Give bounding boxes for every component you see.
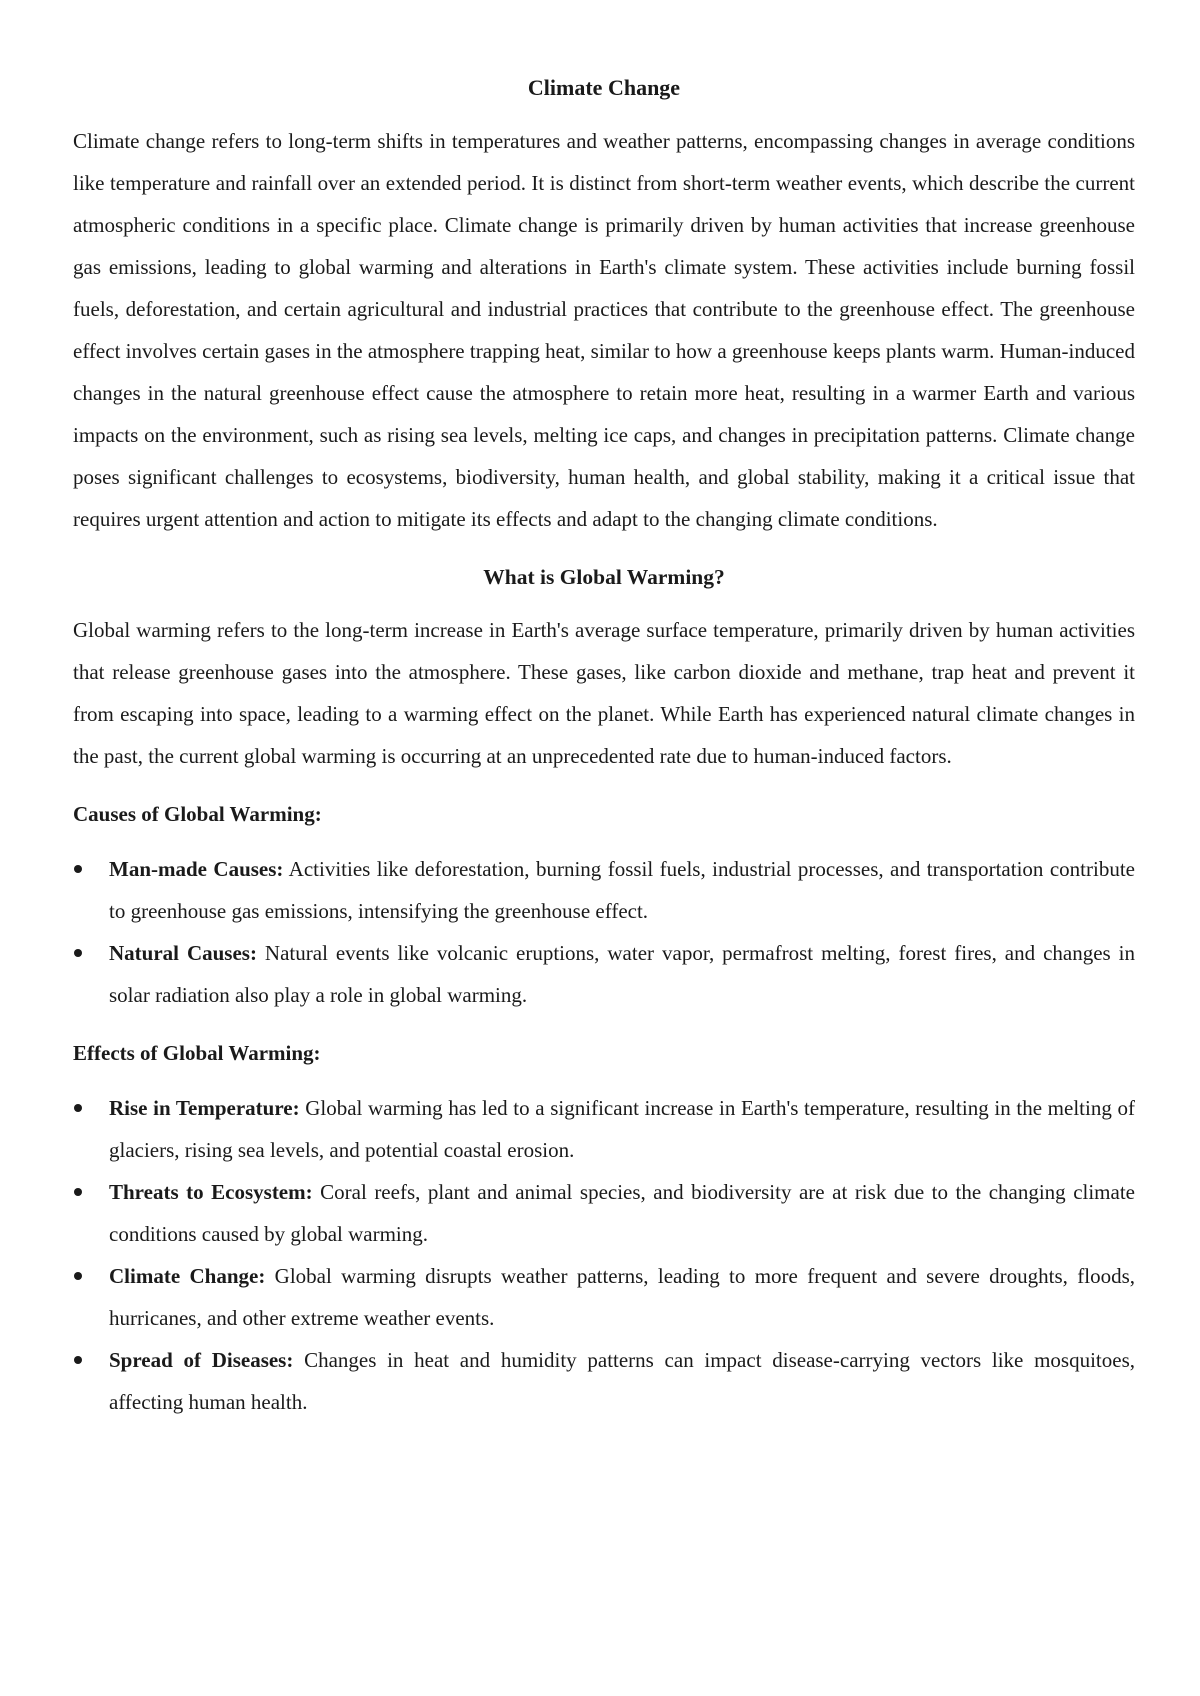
- list-item: [73, 1255, 1135, 1339]
- list-item: [73, 932, 1135, 1016]
- bullet-icon: [74, 1188, 82, 1196]
- bullet-term: Spread of Diseases:: [109, 1348, 294, 1372]
- effects-list: [73, 1087, 1135, 1423]
- bullet-icon: [74, 865, 82, 873]
- effects-heading: Effects of Global Warming:: [73, 1041, 321, 1065]
- bullet-term: Climate Change:: [109, 1264, 266, 1288]
- causes-heading: Causes of Global Warming:: [73, 802, 322, 826]
- bullet-icon: [74, 1356, 82, 1364]
- bullet-icon: [74, 1272, 82, 1280]
- intro-paragraph: Climate change refers to long-term shifts in temperatures and weather patterns, encompassing changes in average conditions like temperature and rainfall over an extended period. It is distinct from short-term weather events, which describe the current atmospheric conditions in a specific place. Climate change is primarily driven by human activities that increase greenhouse gas emissions, leading to global warming and alterations in Earth's climate system. These activities include burning fossil fuels, deforestation, and certain agricultural and industrial practices that contribute to the greenhouse effect. The greenhouse effect involves certain gases in the atmosphere trapping heat, similar to how a greenhouse keeps plants warm. Human-induced changes in the natural greenhouse effect cause the atmosphere to retain more heat, resulting in a warmer Earth and various impacts on the environment, such as rising sea levels, melting ice caps, and changes in precipitation patterns. Climate change poses significant challenges to ecosystems, biodiversity, human health, and global stability, making it a critical issue that requires urgent attention and action to mitigate its effects and adapt to the changing climate conditions.: [73, 129, 1135, 531]
- bullet-text: Global warming disrupts weather patterns, leading to more frequent and severe droughts, floods, hurricanes, and other extreme weather events.: [109, 1264, 1135, 1330]
- bullet-text: Activities like deforestation, burning fossil fuels, industrial processes, and transportation contribute to greenhouse gas emissions, intensifying the greenhouse effect.: [109, 857, 1135, 923]
- list-item: [73, 1087, 1135, 1171]
- document-title: Climate Change: [527, 75, 681, 100]
- list-item: [73, 1171, 1135, 1255]
- bullet-text: Changes in heat and humidity patterns can impact disease-carrying vectors like mosquitoes, affecting human health.: [109, 1348, 1135, 1414]
- bullet-term: Threats to Ecosystem:: [109, 1180, 313, 1204]
- bullet-icon: [74, 949, 82, 957]
- list-item: [73, 848, 1135, 932]
- bullet-text: Natural events like volcanic eruptions, water vapor, permafrost melting, forest fires, and changes in solar radiation also play a role in global warming.: [109, 941, 1135, 1007]
- bullet-text: Global warming has led to a significant increase in Earth's temperature, resulting in the melting of glaciers, rising sea levels, and potential coastal erosion.: [109, 1096, 1135, 1162]
- global-warming-heading: What is Global Warming?: [483, 565, 725, 589]
- global-warming-paragraph: Global warming refers to the long-term increase in Earth's average surface temperature, primarily driven by human activities that release greenhouse gases into the atmosphere. These gases, like carbon dioxide and methane, trap heat and prevent it from escaping into space, leading to a warming effect on the planet. While Earth has experienced natural climate changes in the past, the current global warming is occurring at an unprecedented rate due to human-induced factors.: [73, 618, 1135, 768]
- bullet-text: Coral reefs, plant and animal species, and biodiversity are at risk due to the changing climate conditions caused by global warming.: [109, 1180, 1135, 1246]
- bullet-term: Man-made Causes:: [109, 857, 284, 881]
- list-item: [73, 1339, 1135, 1423]
- bullet-term: Natural Causes:: [109, 941, 257, 965]
- bullet-term: Rise in Temperature:: [109, 1096, 300, 1120]
- bullet-icon: [74, 1104, 82, 1112]
- causes-list: [73, 848, 1135, 1016]
- document-page: [73, 68, 1135, 1423]
